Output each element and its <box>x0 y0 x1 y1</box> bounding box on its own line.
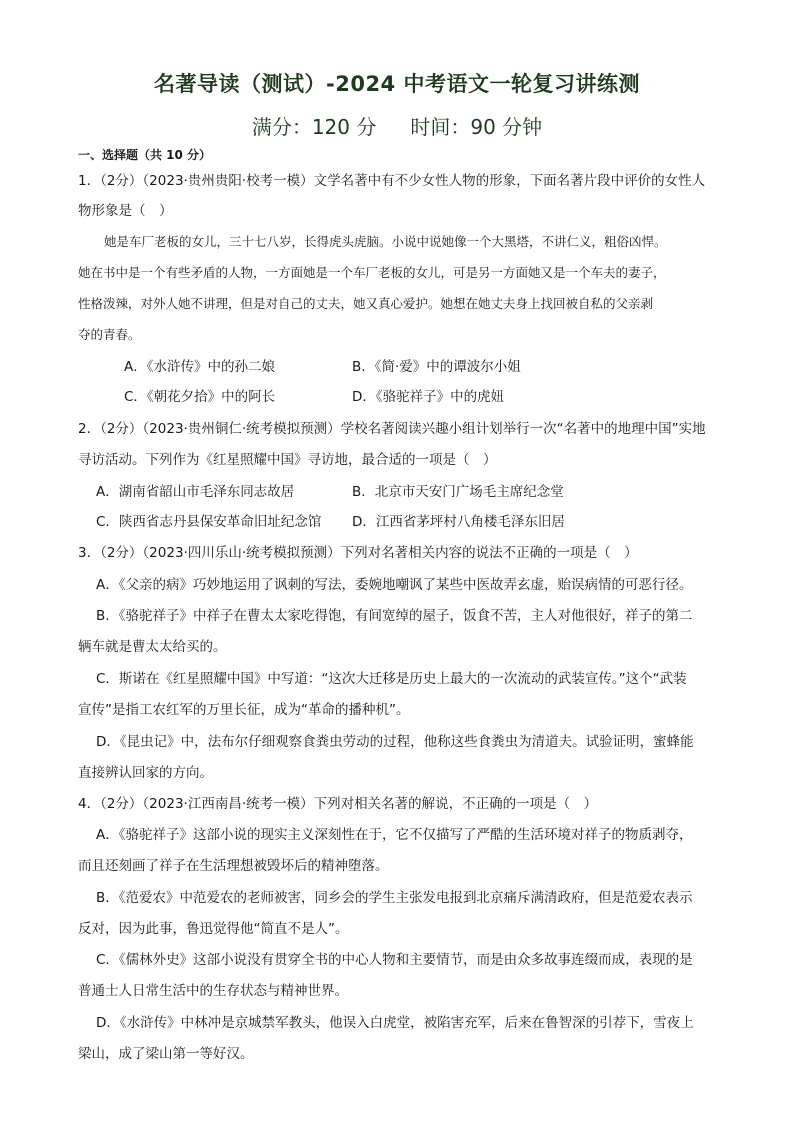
q1-option-d: D．《骆驼祥子》中的虎妞 <box>352 389 505 405</box>
q4-option-d-line2: 梁山，成了梁山第一等好汉。 <box>78 1046 254 1062</box>
q2-option-c: C．陕西省志丹县保安革命旧址纪念馆 <box>96 514 322 530</box>
q4-option-b-line2: 反对，因为此事，鲁迅觉得他“简直不是人”。 <box>78 921 349 937</box>
full-score: 满分：120 分 <box>251 115 377 139</box>
q3-option-d-line2: 直接辨认回家的方向。 <box>78 765 213 781</box>
q2-option-d: D．江西省茅坪村八角楼毛泽东旧居 <box>352 514 565 530</box>
q3-option-d-line1: D．《昆虫记》中，法布尔仔细观察食粪虫劳动的过程，他称这些食粪虫为清道夫。试验证明，蜜蜂能 <box>96 734 694 750</box>
q4-option-a-line1: A．《骆驼祥子》这部小说的现实主义深刻性在于，它不仅描写了严酷的生活环境对祥子的物质剥夺， <box>96 827 693 843</box>
q1-passage-line3: 性格泼辣，对外人她不讲理，但是对自己的丈夫，她又真心爱护。她想在她丈夫身上找回被自私的父亲剥 <box>78 296 654 311</box>
exam-time: 时间：90 分钟 <box>410 115 543 139</box>
q4-stem: 4．（2分）（2023·江西南昌·统考一模）下列对相关名著的解说，不正确的一项是（ ） <box>78 796 598 812</box>
q1-passage-line4: 夺的青春。 <box>78 327 141 342</box>
q1-option-b: B．《简·爱》中的谭波尔小姐 <box>352 359 521 375</box>
q3-option-b-line1: B．《骆驼祥子》中祥子在曹太太家吃得饱，有间宽绰的屋子，饭食不苦，主人对他很好，祥子的第二 <box>96 608 693 624</box>
q3-option-a: A．《父亲的病》巧妙地运用了讽刺的写法，委婉地嘲讽了某些中医故弄玄虚，贻误病情的可恶行径。 <box>96 577 693 593</box>
q4-option-b-line1: B．《范爱农》中范爱农的老师被害，同乡会的学生主张发电报到北京痛斥满清政府，但是范爱农表示 <box>96 890 693 906</box>
q3-option-b-line2: 辆车就是曹太太给买的。 <box>78 639 227 655</box>
q3-option-c-line2: 宣传”是指工农红军的万里长征，成为“革命的播种机”。 <box>78 702 410 718</box>
q4-option-d-line1: D．《水浒传》中林冲是京城禁军教头，他误入白虎堂，被陷害充军，后来在鲁智深的引荐下，雪夜上 <box>96 1015 694 1031</box>
q1-passage-line2: 她在书中是一个有些矛盾的人物，一方面她是一个车厂老板的女儿，可是另一方面她又是一个车夫的妻子， <box>78 265 666 280</box>
q2-option-b: B．北京市天安门广场毛主席纪念堂 <box>352 484 564 500</box>
q2-stem-line1: 2．（2分）（2023·贵州铜仁·统考模拟预测）学校名著阅读兴趣小组计划举行一次“名著中的地理中国”实地 <box>78 421 706 437</box>
q3-stem: 3．（2分）（2023·四川乐山·统考模拟预测）下列对名著相关内容的说法不正确的一项是（ ） <box>78 545 638 561</box>
q4-option-c-line2: 普通士人日常生活中的生存状态与精神世界。 <box>78 983 348 999</box>
page-title: 名著导读（测试）-2024 中考语文一轮复习讲练测 <box>154 72 640 96</box>
q1-stem-line1: 1．（2分）（2023·贵州贵阳·校考一模）文学名著中有不少女性人物的形象，下面名著片段中评价的女性人 <box>78 173 706 189</box>
section-heading: 一、选择题（共 10 分） <box>78 148 212 162</box>
q3-option-c-line1: C．斯诺在《红星照耀中国》中写道：“这次大迁移是历史上最大的一次流动的武装宣传。”这个“武装 <box>96 671 687 687</box>
q4-option-c-line1: C．《儒林外史》这部小说没有贯穿全书的中心人物和主要情节，而是由众多故事连缀而成，表现的是 <box>96 952 693 968</box>
q1-passage-line1: 她是车厂老板的女儿，三十七八岁，长得虎头虎脑。小说中说她像一个大黑塔，不讲仁义，粗俗凶悍。 <box>104 234 667 249</box>
q2-option-a: A．湖南省韶山市毛泽东同志故居 <box>96 484 295 500</box>
q4-option-a-line2: 而且还刻画了祥子在生活理想被毁坏后的精神堕落。 <box>78 858 389 874</box>
exam-meta <box>0 111 794 140</box>
q2-stem-line2: 寻访活动。下列作为《红星照耀中国》寻访地，最合适的一项是（ ） <box>78 452 497 468</box>
q1-option-a: A．《水浒传》中的孙二娘 <box>124 359 275 375</box>
q1-stem-line2: 物形象是（ ） <box>78 203 173 219</box>
q1-option-c: C．《朝花夕拾》中的阿长 <box>124 389 276 405</box>
